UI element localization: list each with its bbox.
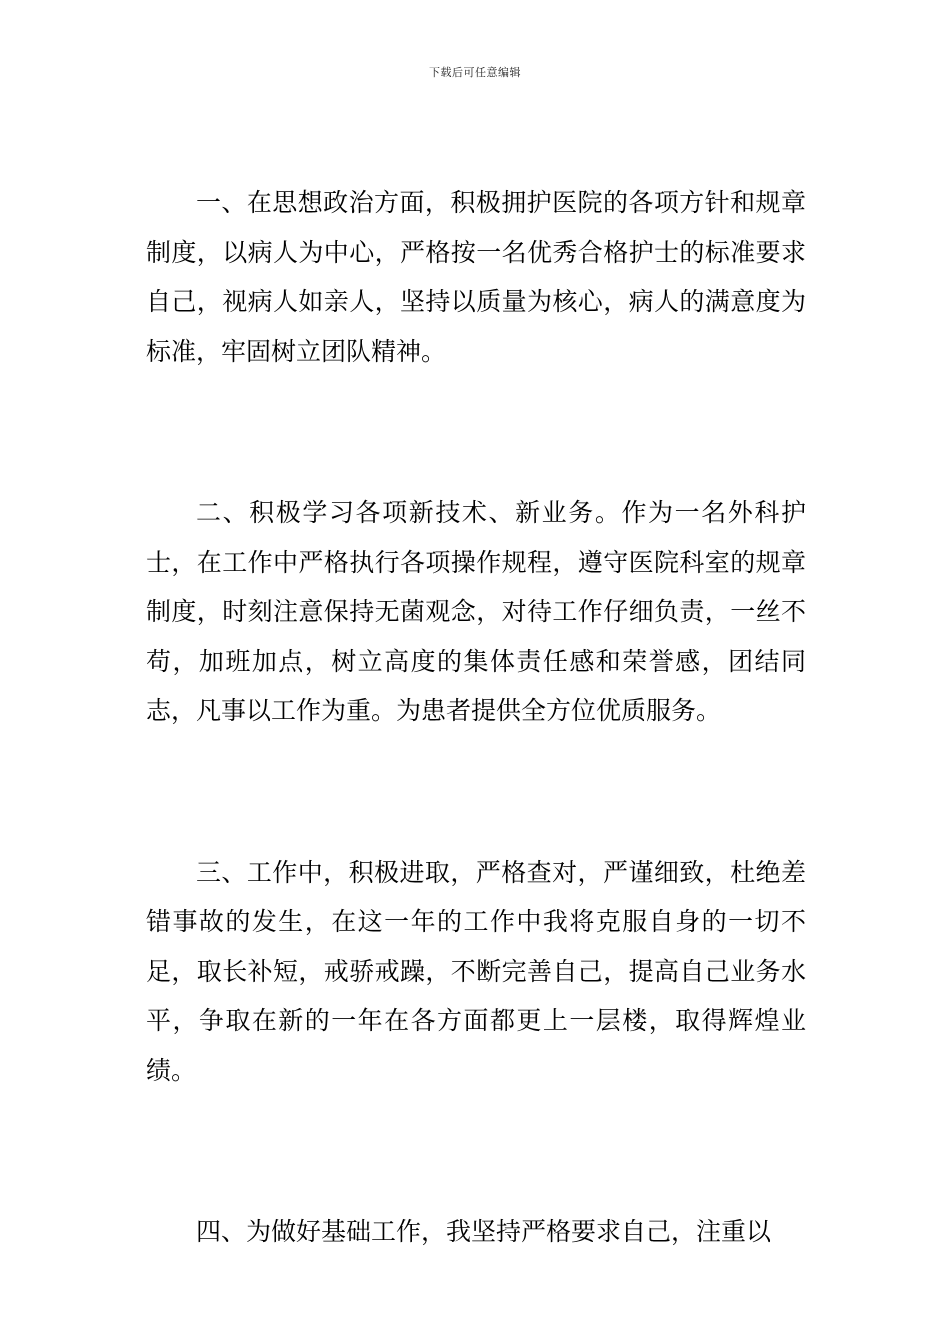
page-header: 下载后可任意编辑	[429, 66, 521, 79]
document-body	[146, 178, 806, 1257]
paragraph-4: 四、为做好基础工作，我坚持严格要求自己，注重以	[196, 1217, 772, 1246]
paragraph-1: 一、在思想政治方面，积极拥护医院的各项方针和规章制度，以病人为中心，严格按一名优秀合格护士的标准要求自己，视病人如亲人，坚持以质量为核心，病人的满意度为标准，牢固树立团队精神。	[146, 188, 806, 366]
paragraph-2: 二、积极学习各项新技术、新业务。作为一名外科护士，在工作中严格执行各项操作规程，遵守医院科室的规章制度，时刻注意保持无菌观念，对待工作仔细负责，一丝不苟，加班加点，树立高度的集体责任感和荣誉感，团结同志，凡事以工作为重。为患者提供全方位优质服务。	[146, 498, 806, 725]
paragraph-3: 三、工作中，积极进取，严格查对，严谨细致，杜绝差错事故的发生，在这一年的工作中我将克服自身的一切不足，取长补短，戒骄戒躁，不断完善自己，提高自己业务水平，争取在新的一年在各方面都更上一层楼，取得辉煌业绩。	[146, 857, 806, 1085]
